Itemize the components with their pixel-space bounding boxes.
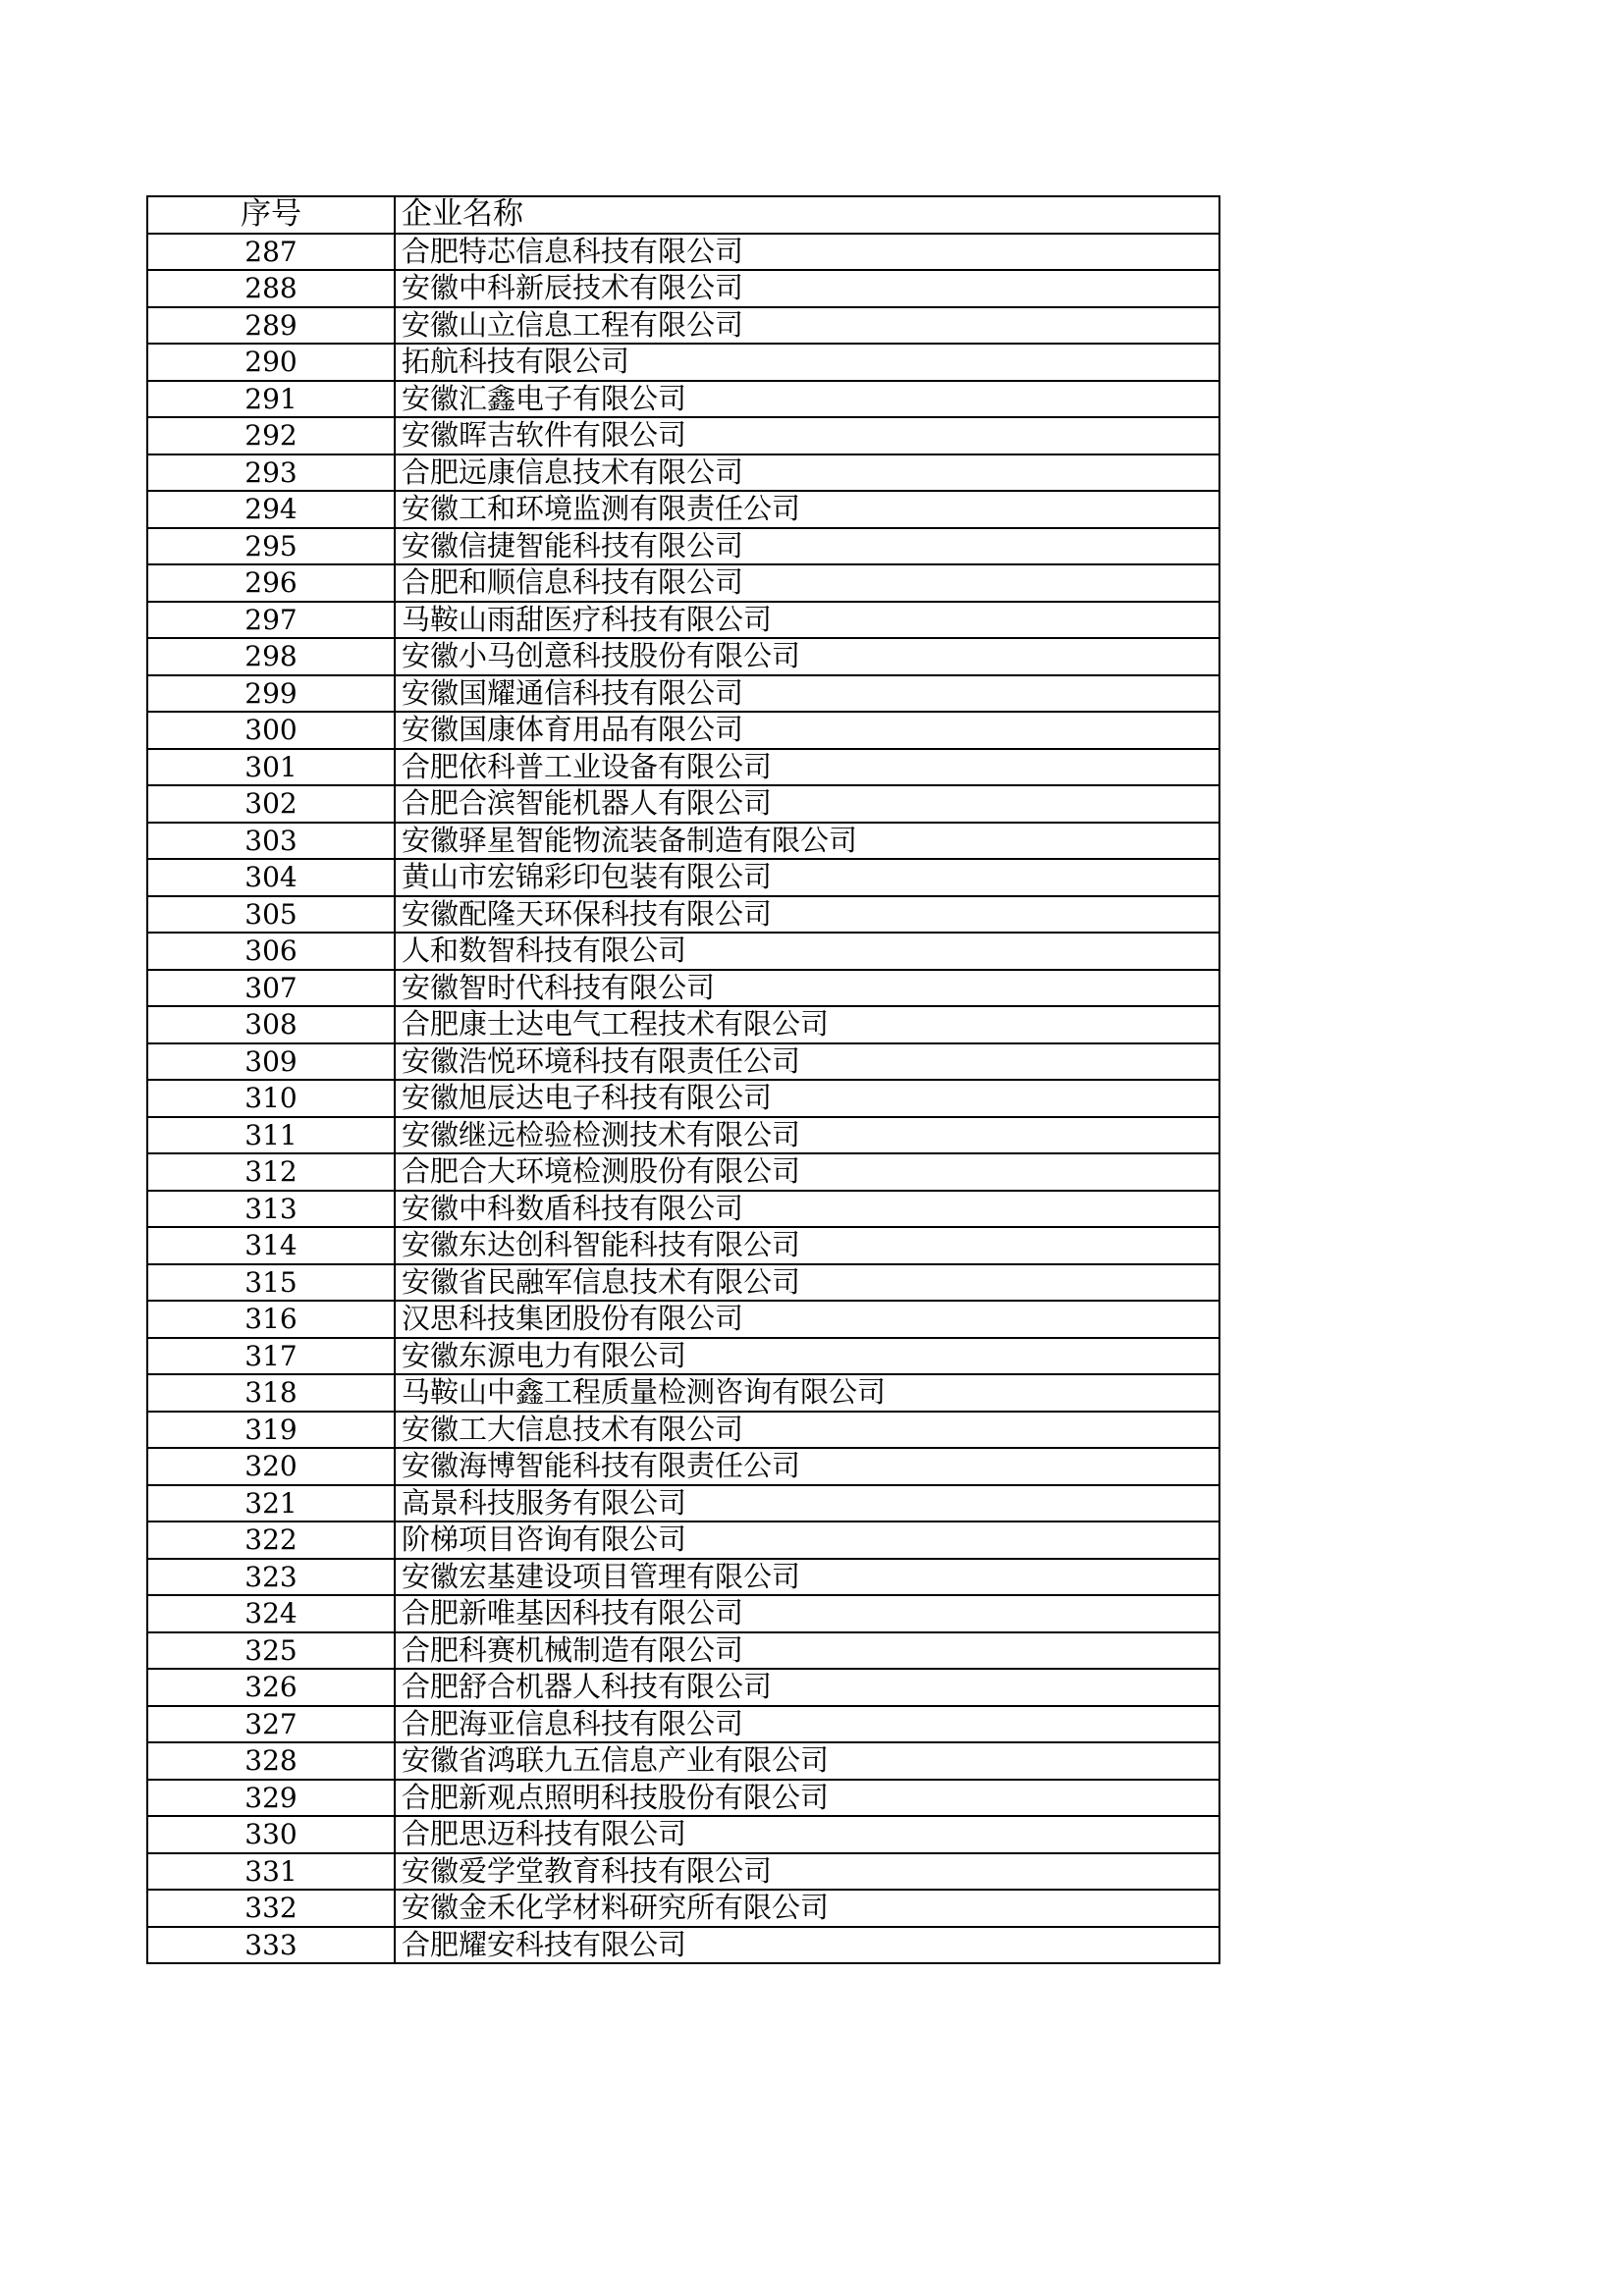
company-name-cell: 合肥新唯基因科技有限公司 <box>395 1595 1219 1632</box>
serial-number-cell: 301 <box>147 749 395 786</box>
company-name-cell: 拓航科技有限公司 <box>395 344 1219 381</box>
serial-number-cell: 298 <box>147 638 395 675</box>
company-name-cell: 安徽信捷智能科技有限公司 <box>395 528 1219 565</box>
table-row <box>147 1117 1219 1154</box>
serial-number-cell: 299 <box>147 675 395 713</box>
table-row <box>147 270 1219 307</box>
table-header-row <box>147 196 1219 234</box>
company-name-cell: 安徽金禾化学材料研究所有限公司 <box>395 1890 1219 1927</box>
serial-number-cell: 322 <box>147 1522 395 1559</box>
serial-number-cell: 287 <box>147 234 395 271</box>
table-row <box>147 417 1219 454</box>
company-name-cell: 安徽宏基建设项目管理有限公司 <box>395 1559 1219 1596</box>
company-name-cell: 阶梯项目咨询有限公司 <box>395 1522 1219 1559</box>
table-row <box>147 970 1219 1007</box>
serial-number-cell: 327 <box>147 1706 395 1743</box>
table-row <box>147 344 1219 381</box>
enterprise-table <box>146 195 1220 1964</box>
company-name-cell: 安徽工大信息技术有限公司 <box>395 1412 1219 1449</box>
table-row <box>147 1227 1219 1264</box>
serial-number-cell: 302 <box>147 785 395 823</box>
company-name-cell: 高景科技服务有限公司 <box>395 1485 1219 1522</box>
company-name-cell: 合肥海亚信息科技有限公司 <box>395 1706 1219 1743</box>
table-row <box>147 1080 1219 1117</box>
serial-number-cell: 305 <box>147 896 395 934</box>
company-name-cell: 安徽晖吉软件有限公司 <box>395 417 1219 454</box>
table-row <box>147 1485 1219 1522</box>
table-row <box>147 1338 1219 1375</box>
company-name-cell: 安徽东达创科智能科技有限公司 <box>395 1227 1219 1264</box>
table-row <box>147 491 1219 528</box>
table-row <box>147 1742 1219 1780</box>
company-name-cell: 安徽海博智能科技有限责任公司 <box>395 1448 1219 1485</box>
table-row <box>147 1632 1219 1670</box>
company-name-cell: 安徽省民融军信息技术有限公司 <box>395 1264 1219 1302</box>
header-serial-number: 序号 <box>147 196 395 234</box>
serial-number-cell: 291 <box>147 381 395 418</box>
serial-number-cell: 331 <box>147 1853 395 1891</box>
serial-number-cell: 306 <box>147 933 395 970</box>
table-row <box>147 1153 1219 1191</box>
company-name-cell: 合肥依科普工业设备有限公司 <box>395 749 1219 786</box>
serial-number-cell: 329 <box>147 1780 395 1817</box>
serial-number-cell: 332 <box>147 1890 395 1927</box>
company-name-cell: 安徽中科新辰技术有限公司 <box>395 270 1219 307</box>
table-row <box>147 1374 1219 1412</box>
serial-number-cell: 328 <box>147 1742 395 1780</box>
table-row <box>147 859 1219 896</box>
company-name-cell: 安徽智时代科技有限公司 <box>395 970 1219 1007</box>
serial-number-cell: 307 <box>147 970 395 1007</box>
serial-number-cell: 294 <box>147 491 395 528</box>
company-name-cell: 安徽国耀通信科技有限公司 <box>395 675 1219 713</box>
serial-number-cell: 321 <box>147 1485 395 1522</box>
serial-number-cell: 288 <box>147 270 395 307</box>
serial-number-cell: 316 <box>147 1301 395 1338</box>
table-row <box>147 1890 1219 1927</box>
serial-number-cell: 289 <box>147 307 395 345</box>
table-row <box>147 933 1219 970</box>
table-row <box>147 1191 1219 1228</box>
table-row <box>147 307 1219 345</box>
serial-number-cell: 313 <box>147 1191 395 1228</box>
company-name-cell: 马鞍山雨甜医疗科技有限公司 <box>395 602 1219 639</box>
serial-number-cell: 330 <box>147 1816 395 1853</box>
company-name-cell: 安徽小马创意科技股份有限公司 <box>395 638 1219 675</box>
serial-number-cell: 312 <box>147 1153 395 1191</box>
company-name-cell: 安徽配隆天环保科技有限公司 <box>395 896 1219 934</box>
serial-number-cell: 317 <box>147 1338 395 1375</box>
company-name-cell: 黄山市宏锦彩印包装有限公司 <box>395 859 1219 896</box>
serial-number-cell: 303 <box>147 823 395 860</box>
company-name-cell: 安徽汇鑫电子有限公司 <box>395 381 1219 418</box>
serial-number-cell: 320 <box>147 1448 395 1485</box>
table-row <box>147 1559 1219 1596</box>
serial-number-cell: 293 <box>147 454 395 492</box>
company-name-cell: 安徽工和环境监测有限责任公司 <box>395 491 1219 528</box>
table-row <box>147 675 1219 713</box>
company-name-cell: 合肥康士达电气工程技术有限公司 <box>395 1006 1219 1043</box>
serial-number-cell: 292 <box>147 417 395 454</box>
serial-number-cell: 333 <box>147 1927 395 1964</box>
table-row <box>147 1780 1219 1817</box>
table-row <box>147 1522 1219 1559</box>
company-name-cell: 合肥合大环境检测股份有限公司 <box>395 1153 1219 1191</box>
serial-number-cell: 326 <box>147 1669 395 1706</box>
company-name-cell: 安徽爱学堂教育科技有限公司 <box>395 1853 1219 1891</box>
table-row <box>147 1853 1219 1891</box>
serial-number-cell: 297 <box>147 602 395 639</box>
table-row <box>147 1706 1219 1743</box>
serial-number-cell: 295 <box>147 528 395 565</box>
serial-number-cell: 325 <box>147 1632 395 1670</box>
company-name-cell: 合肥舒合机器人科技有限公司 <box>395 1669 1219 1706</box>
table-row <box>147 381 1219 418</box>
company-name-cell: 安徽继远检验检测技术有限公司 <box>395 1117 1219 1154</box>
table-row <box>147 1301 1219 1338</box>
table-row <box>147 1927 1219 1964</box>
serial-number-cell: 310 <box>147 1080 395 1117</box>
table-row <box>147 896 1219 934</box>
company-name-cell: 马鞍山中鑫工程质量检测咨询有限公司 <box>395 1374 1219 1412</box>
table-row <box>147 1412 1219 1449</box>
company-name-cell: 合肥耀安科技有限公司 <box>395 1927 1219 1964</box>
company-name-cell: 安徽驿星智能物流装备制造有限公司 <box>395 823 1219 860</box>
serial-number-cell: 296 <box>147 564 395 602</box>
company-name-cell: 人和数智科技有限公司 <box>395 933 1219 970</box>
serial-number-cell: 290 <box>147 344 395 381</box>
table-row <box>147 1669 1219 1706</box>
company-name-cell: 汉思科技集团股份有限公司 <box>395 1301 1219 1338</box>
company-name-cell: 合肥合滨智能机器人有限公司 <box>395 785 1219 823</box>
table-row <box>147 1043 1219 1081</box>
company-name-cell: 安徽浩悦环境科技有限责任公司 <box>395 1043 1219 1081</box>
table-row <box>147 712 1219 749</box>
serial-number-cell: 304 <box>147 859 395 896</box>
serial-number-cell: 311 <box>147 1117 395 1154</box>
company-name-cell: 安徽山立信息工程有限公司 <box>395 307 1219 345</box>
table-row <box>147 749 1219 786</box>
serial-number-cell: 324 <box>147 1595 395 1632</box>
company-name-cell: 合肥远康信息技术有限公司 <box>395 454 1219 492</box>
table-row <box>147 1595 1219 1632</box>
serial-number-cell: 318 <box>147 1374 395 1412</box>
table-row <box>147 1816 1219 1853</box>
serial-number-cell: 314 <box>147 1227 395 1264</box>
serial-number-cell: 300 <box>147 712 395 749</box>
company-name-cell: 安徽国康体育用品有限公司 <box>395 712 1219 749</box>
company-name-cell: 合肥特芯信息科技有限公司 <box>395 234 1219 271</box>
company-name-cell: 合肥科赛机械制造有限公司 <box>395 1632 1219 1670</box>
company-name-cell: 合肥新观点照明科技股份有限公司 <box>395 1780 1219 1817</box>
header-company-name: 企业名称 <box>395 196 1219 234</box>
company-name-cell: 合肥思迈科技有限公司 <box>395 1816 1219 1853</box>
table-row <box>147 1264 1219 1302</box>
table-row <box>147 785 1219 823</box>
table-row <box>147 1448 1219 1485</box>
serial-number-cell: 308 <box>147 1006 395 1043</box>
company-name-cell: 安徽东源电力有限公司 <box>395 1338 1219 1375</box>
company-name-cell: 安徽旭辰达电子科技有限公司 <box>395 1080 1219 1117</box>
table-row <box>147 528 1219 565</box>
company-name-cell: 安徽省鸿联九五信息产业有限公司 <box>395 1742 1219 1780</box>
table-row <box>147 564 1219 602</box>
serial-number-cell: 323 <box>147 1559 395 1596</box>
company-name-cell: 合肥和顺信息科技有限公司 <box>395 564 1219 602</box>
serial-number-cell: 315 <box>147 1264 395 1302</box>
table-row <box>147 823 1219 860</box>
table-row <box>147 1006 1219 1043</box>
serial-number-cell: 319 <box>147 1412 395 1449</box>
serial-number-cell: 309 <box>147 1043 395 1081</box>
table-row <box>147 234 1219 271</box>
table-row <box>147 638 1219 675</box>
table-row <box>147 602 1219 639</box>
company-name-cell: 安徽中科数盾科技有限公司 <box>395 1191 1219 1228</box>
table-row <box>147 454 1219 492</box>
